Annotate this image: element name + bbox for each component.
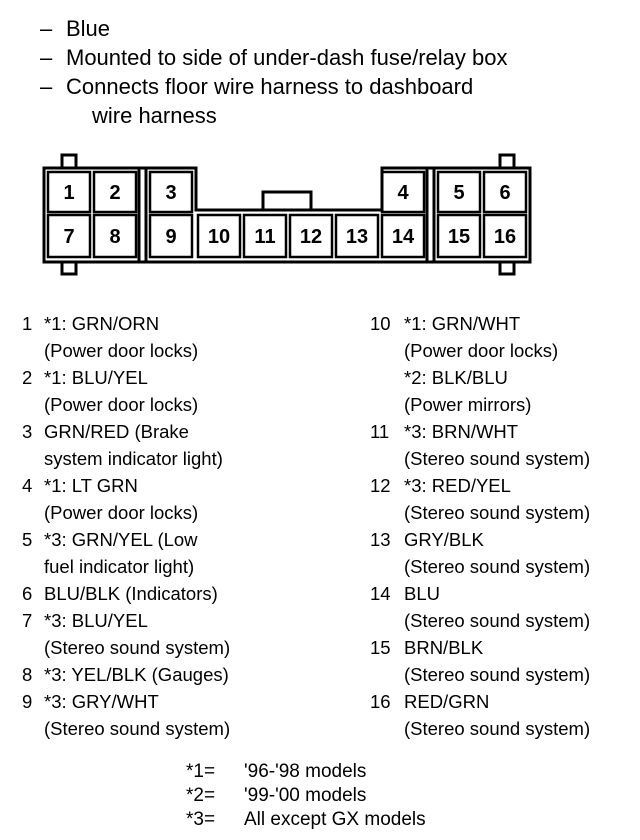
pin-entry xyxy=(370,634,638,688)
latch-tab xyxy=(500,262,514,274)
pin-entry-description: *3: GRY/WHT (Stereo sound system) xyxy=(44,691,231,739)
pin-number: 8 xyxy=(109,226,121,248)
pin-entry-number: 10 xyxy=(370,313,391,334)
pin-entry xyxy=(370,418,638,472)
pin-entry xyxy=(22,310,322,364)
pin-number: 1 xyxy=(63,182,75,204)
pin-entry-number: 14 xyxy=(370,583,391,604)
pin-number: 7 xyxy=(63,226,75,248)
pin-entry-description: BLU (Stereo sound system) xyxy=(404,583,591,631)
pin-number: 12 xyxy=(299,226,323,248)
pin-entry-number: 16 xyxy=(370,691,391,712)
pin-entry xyxy=(370,526,638,580)
pinout-list-left xyxy=(22,310,322,742)
pin-entry-description: *3: BRN/WHT (Stereo sound system) xyxy=(404,421,591,469)
pin-entry-description: *1: GRN/ORN (Power door locks) xyxy=(44,313,199,361)
pin-entry-description: *1: BLU/YEL (Power door locks) xyxy=(44,367,199,415)
pin-entry-number: 11 xyxy=(370,421,390,442)
description-line: – Connects floor wire harness to dashboard xyxy=(40,74,474,99)
pin-entry-description: BLU/BLK (Indicators) xyxy=(44,583,218,604)
pin-entry-description: *3: YEL/BLK (Gauges) xyxy=(44,664,229,685)
pin-entry xyxy=(370,580,638,634)
pin-number: 11 xyxy=(254,226,276,248)
legend-row xyxy=(186,784,426,808)
pin-number: 4 xyxy=(397,182,409,204)
pin-entry xyxy=(22,472,322,526)
pin-number: 5 xyxy=(453,182,465,204)
pin-number: 13 xyxy=(345,226,369,248)
pin-number: 9 xyxy=(165,226,177,248)
pin-entry-number: 7 xyxy=(22,610,33,631)
pin-entry-number: 2 xyxy=(22,367,33,388)
legend-key: *3= xyxy=(186,809,216,830)
legend-key: *1= xyxy=(186,761,216,782)
pin-entry-number: 13 xyxy=(370,529,391,550)
pin-entry xyxy=(22,526,322,580)
description-line: – Mounted to side of under-dash fuse/relay box xyxy=(40,45,508,70)
pin-entry-description: GRN/RED (Brake system indicator light) xyxy=(44,421,223,469)
pin-number: 14 xyxy=(391,226,415,248)
pin-entry xyxy=(22,580,322,607)
pin-entry-number: 6 xyxy=(22,583,33,604)
pinout-list-right xyxy=(370,310,638,742)
pin-entry-number: 4 xyxy=(22,475,33,496)
pin-entry xyxy=(370,688,638,742)
connector-diagram xyxy=(0,0,640,300)
description-line: – Blue xyxy=(40,16,111,41)
pin-entry-number: 1 xyxy=(22,313,33,334)
connector-key xyxy=(263,192,311,210)
pin-entry xyxy=(370,472,638,526)
latch-tab xyxy=(62,155,76,168)
legend-row xyxy=(186,808,426,832)
pin-number: 16 xyxy=(493,226,517,248)
pin-entry-description: BRN/BLK (Stereo sound system) xyxy=(404,637,591,685)
pin-number: 10 xyxy=(207,226,231,248)
pin-entry-description: GRY/BLK (Stereo sound system) xyxy=(404,529,591,577)
pin-entry-number: 5 xyxy=(22,529,33,550)
model-legend xyxy=(186,760,426,832)
pin-entry-description: *1: LT GRN (Power door locks) xyxy=(44,475,199,523)
pin-entry xyxy=(22,688,322,742)
pin-entry-description: *1: GRN/WHT (Power door locks) *2: BLK/BLU (Power mirrors) xyxy=(404,313,559,415)
pin-entry xyxy=(22,418,322,472)
description-line: wire harness xyxy=(92,103,217,128)
pin-entry-number: 8 xyxy=(22,664,33,685)
pin-number: 15 xyxy=(447,226,471,248)
pin-number: 6 xyxy=(499,182,511,204)
legend-key: *2= xyxy=(186,785,216,806)
latch-tab xyxy=(500,155,514,168)
pin-entry xyxy=(370,310,638,418)
pin-number: 2 xyxy=(109,182,121,204)
pin-number: 3 xyxy=(165,182,177,204)
pin-entry xyxy=(22,661,322,688)
pin-entry-description: *3: GRN/YEL (Low fuel indicator light) xyxy=(44,529,198,577)
pin-entry xyxy=(22,364,322,418)
legend-value: '99-'00 models xyxy=(244,785,367,806)
pin-entry-number: 15 xyxy=(370,637,391,658)
pin-entry xyxy=(22,607,322,661)
pin-entry-number: 3 xyxy=(22,421,33,442)
legend-value: All except GX models xyxy=(244,809,426,830)
legend-row xyxy=(186,760,426,784)
pin-entry-number: 12 xyxy=(370,475,391,496)
pin-entry-description: RED/GRN (Stereo sound system) xyxy=(404,691,591,739)
pin-entry-number: 9 xyxy=(22,691,33,712)
pin-entry-description: *3: RED/YEL (Stereo sound system) xyxy=(404,475,591,523)
legend-value: '96-'98 models xyxy=(244,761,367,782)
latch-tab xyxy=(62,262,76,274)
pin-entry-description: *3: BLU/YEL (Stereo sound system) xyxy=(44,610,231,658)
